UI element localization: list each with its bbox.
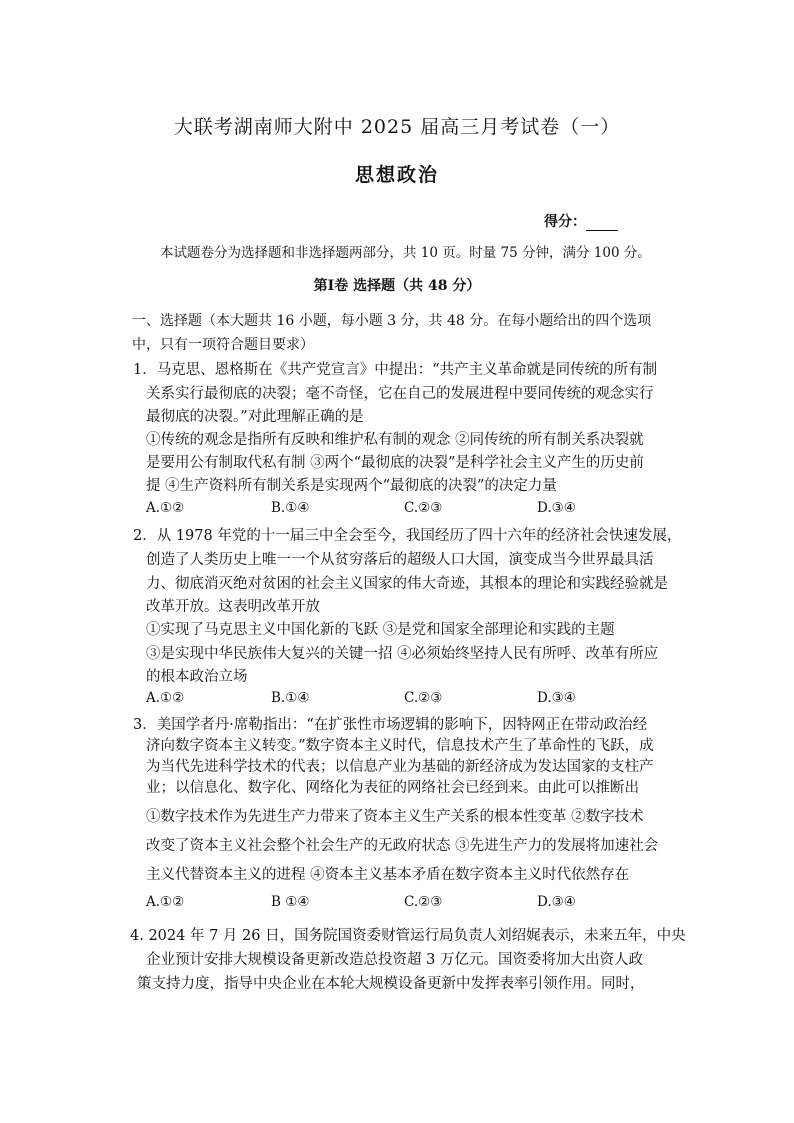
question-2-line: 的根本政治立场 <box>146 669 248 685</box>
question-1-option-d: D.③④ <box>537 500 576 516</box>
question-2-option-c: C.②③ <box>404 690 443 706</box>
score-blank <box>586 216 618 231</box>
question-3-line: 业；以信息化、数字化、网络化为表征的网络社会已经到来。由此可以推断出 <box>146 780 639 796</box>
question-2-line: ③是实现中华民族伟大复兴的关键一招 ④必须始终坚持人民有所呼、改革有所应 <box>146 646 659 662</box>
question-3-line: 主义代替资本主义的进程 ④资本主义基本矛盾在数字资本主义时代依然存在 <box>146 867 630 883</box>
part-instruction-line: 中，只有一项符合题目要求） <box>132 337 314 353</box>
question-1-option-c: C.②③ <box>404 500 443 516</box>
question-3-option-d: D.③④ <box>537 894 576 910</box>
question-1-option-a: A.①② <box>146 500 185 516</box>
subject-title: 思想政治 <box>354 164 439 186</box>
question-1-option-b: B.①④ <box>271 500 310 516</box>
question-4-line: 企业预计安排大规模设备更新改造总投资超 3 万亿元。国资委将加大出资人政 <box>146 952 643 968</box>
question-4-line: 4. 2024 年 7 月 26 日，国务院国资委财管运行局负责人刘绍娓表示，未来五年，中央 <box>130 928 686 944</box>
question-1-line: ①传统的观念是指所有反映和维护私有制的观念 ②同传统的所有制关系决裂就 <box>146 432 644 448</box>
question-1-line: 最彻底的决裂。”对此理解正确的是 <box>146 409 364 425</box>
score-label: 得分： <box>544 214 586 230</box>
question-2-line: 2．从 1978 年党的十一届三中全会至今，我国经历了四十六年的经济社会快速发展， <box>133 528 682 544</box>
question-2-line: 力、彻底消灭绝对贫困的社会主义国家的伟大奇迹，其根本的理论和实践经验就是 <box>146 576 668 592</box>
section-title: 第Ⅰ卷 选择题（共 48 分） <box>313 278 481 294</box>
question-3-line: 改变了资本主义社会整个社会生产的无政府状态 ③先进生产力的发展将加速社会 <box>146 838 659 854</box>
question-2-option-b: B.①④ <box>271 690 310 706</box>
question-2-option-a: A.①② <box>146 690 185 706</box>
question-1-line: 1．马克思、恩格斯在《共产党宣言》中提出：“共产主义革命就是同传统的所有制 <box>133 362 658 378</box>
question-3-option-a: A.①② <box>146 894 185 910</box>
question-4-line: 策支持力度，指导中央企业在本轮大规模设备更新中发挥表率引领作用。同时， <box>137 976 645 992</box>
part-instruction-line: 一、选择题（本大题共 16 小题，每小题 3 分，共 48 分。在每小题给出的四个选项 <box>132 313 652 329</box>
exam-title: 大联考湖南师大附中 2025 届高三月考试卷（一） <box>173 116 621 138</box>
score-field <box>544 211 618 231</box>
question-3-line: 3．美国学者丹·席勒指出：“在扩张性市场逻辑的影响下，因特网正在带动政治经 <box>133 717 648 733</box>
question-3-line: 为当代先进科学技术的代表；以信息产业为基础的新经济成为发达国家的支柱产 <box>146 759 654 775</box>
question-1-line: 提 ④生产资料所有制关系是实现两个“最彻底的决裂”的决定力量 <box>146 478 557 494</box>
exam-intro: 本试题卷分为选择题和非选择题两部分，共 10 页。时量 75 分钟，满分 100 分。 <box>160 245 651 261</box>
question-3-option-c: C.②③ <box>404 894 443 910</box>
question-3-option-b: B ①④ <box>271 894 310 910</box>
question-3-line: 济向数字资本主义转变。”数字资本主义时代，信息技术产生了革命性的飞跃，成 <box>146 738 654 754</box>
question-1-line: 是要用公有制取代私有制 ③两个“最彻底的决裂”是科学社会主义产生的历史前 <box>146 455 644 471</box>
question-1-line: 关系实行最彻底的决裂；毫不奇怪，它在自己的发展进程中要同传统的观念实行 <box>146 386 654 402</box>
question-2-line: ①实现了马克思主义中国化新的飞跃 ③是党和国家全部理论和实践的主题 <box>146 622 615 638</box>
question-2-line: 创造了人类历史上唯一一个从贫穷落后的超级人口大国，演变成当今世界最具活 <box>146 552 654 568</box>
question-2-option-d: D.③④ <box>537 690 576 706</box>
question-2-line: 改革开放。这表明改革开放 <box>146 599 320 615</box>
question-3-line: ①数字技术作为先进生产力带来了资本主义生产关系的根本性变革 ②数字技术 <box>146 809 644 825</box>
